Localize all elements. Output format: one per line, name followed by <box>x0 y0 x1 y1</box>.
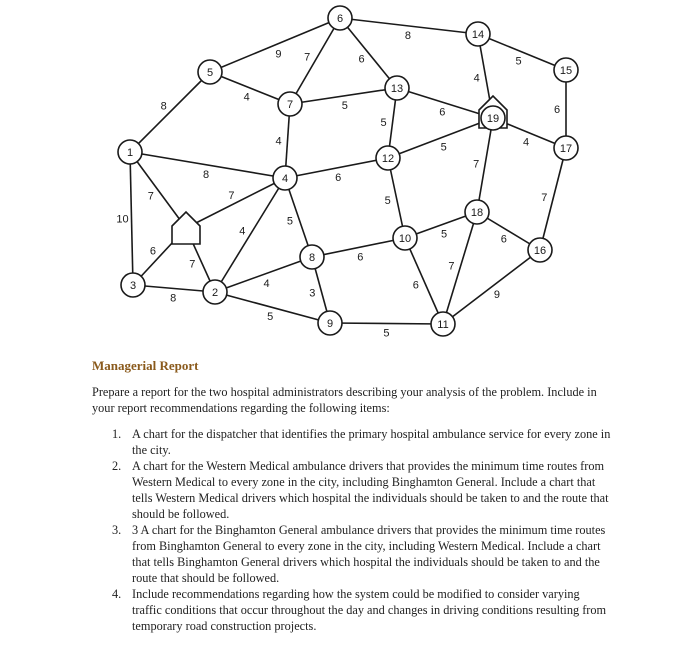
edge-weight-label: 3 <box>309 287 316 300</box>
zone-node-label: 15 <box>559 65 573 77</box>
report-title: Managerial Report <box>92 358 199 373</box>
item-number: 4. <box>112 587 122 601</box>
edge-weight-label: 10 <box>116 213 129 226</box>
zone-node-label: 17 <box>559 143 573 155</box>
edge-weight-label: 6 <box>439 106 446 119</box>
zone-node <box>431 312 455 336</box>
edge-weight-label: 4 <box>473 72 480 85</box>
zone-node-label: 16 <box>533 245 547 257</box>
edge-weight-label: 4 <box>523 136 530 149</box>
zone-node <box>328 6 352 30</box>
zone-node <box>118 140 142 164</box>
edge-weight-label: 6 <box>412 279 419 292</box>
zone-node-label: 8 <box>308 252 316 264</box>
road-edge <box>210 18 340 72</box>
zone-node <box>198 60 222 84</box>
edge-weight-label: 5 <box>440 228 448 241</box>
item-number: 1. <box>112 427 122 441</box>
edge-weight-label: 6 <box>500 233 507 246</box>
edge-weight-label: 9 <box>275 48 282 61</box>
edge-weight-label: 4 <box>263 277 270 290</box>
road-edge <box>330 323 443 324</box>
zone-node-label: 11 <box>437 319 449 331</box>
zone-node <box>121 273 145 297</box>
zone-node-label: 2 <box>211 287 219 299</box>
zone-node-label: 3 <box>129 280 137 292</box>
item-text: 3 A chart for the Binghamton General ambulance drivers that provides the minimum time routes from Binghamton General to every zone in the city, including Western Medical. Include a chart that tells Binghamton General drivers which hospital the individuals should be taken to and the route that should be followed. <box>132 523 606 585</box>
edge-weight-label: 4 <box>239 225 246 238</box>
road-edge <box>130 152 186 228</box>
road-edge <box>477 118 493 212</box>
road-edge <box>130 72 210 152</box>
zone-node-label: 18 <box>470 207 484 219</box>
edge-weight-label: 6 <box>357 251 364 264</box>
edge-weight-label: 5 <box>286 215 294 228</box>
zone-node-label: 10 <box>398 233 412 245</box>
edge-weight-label: 5 <box>384 194 391 207</box>
road-edge <box>478 34 566 70</box>
hospitals <box>172 96 507 244</box>
edge-weight-label: 7 <box>448 260 455 273</box>
zone-node <box>278 92 302 116</box>
road-edge <box>290 18 340 104</box>
zone-node <box>481 106 505 130</box>
report-intro: Prepare a report for the two hospital administrators describing your analysis of the problem. Include in your report recommendations regarding the following items: <box>92 385 597 415</box>
zone-node <box>393 226 417 250</box>
zone-node <box>376 146 400 170</box>
road-edge <box>130 152 133 285</box>
edge-weight-label: 8 <box>202 168 210 181</box>
zone-node <box>300 245 324 269</box>
edge-weight-label: 8 <box>170 292 177 305</box>
item-text: A chart for the dispatcher that identifies the primary hospital ambulance service for every zone in the city. <box>132 427 611 457</box>
road-edge <box>210 72 290 104</box>
edge-weight-label: 7 <box>147 190 154 203</box>
zone-nodes <box>118 6 578 336</box>
road-edges <box>130 18 566 324</box>
zone-node-label: 6 <box>336 13 344 25</box>
edge-weight-label: 5 <box>383 327 390 340</box>
zone-node <box>273 166 297 190</box>
zone-node-label: 9 <box>326 318 334 330</box>
edge-weight-label: 5 <box>440 141 447 154</box>
zone-node-label: 5 <box>206 67 214 79</box>
edge-weights <box>116 30 560 340</box>
edge-weight-label: 9 <box>493 289 501 302</box>
zone-node <box>466 22 490 46</box>
zone-node <box>554 58 578 82</box>
edge-weight-label: 6 <box>149 245 156 258</box>
item-number: 2. <box>112 459 122 473</box>
road-edge <box>443 250 540 324</box>
edge-weight-label: 5 <box>267 311 274 324</box>
zone-node <box>465 200 489 224</box>
western-medical-hospital-icon <box>172 212 200 244</box>
item-number: 3. <box>112 523 122 537</box>
report-items <box>92 426 612 634</box>
edge-weight-label: 7 <box>228 189 235 202</box>
edge-weight-label: 5 <box>341 99 348 112</box>
edge-weight-label: 8 <box>404 29 412 42</box>
report-item <box>112 426 612 458</box>
zone-node <box>203 280 227 304</box>
zone-node <box>385 76 409 100</box>
item-text: Include recommendations regarding how the system could be modified to consider varying traffic conditions that occur throughout the day and changes in driving conditions resulting from temporary road construction projects. <box>132 587 607 633</box>
road-edge <box>405 238 443 324</box>
zone-node <box>318 311 342 335</box>
edge-weight-label: 4 <box>243 91 250 104</box>
report-item <box>112 586 612 634</box>
report-item <box>112 522 612 586</box>
item-text: A chart for the Western Medical ambulance drivers that provides the minimum time routes from Western Medical to every zone in the city, including Binghamton General. Include a chart that tells Western Medical drivers which hospital the individuals should be taken to and the route that should be followed. <box>132 459 609 521</box>
edge-weight-label: 7 <box>189 258 196 271</box>
edge-weight-label: 6 <box>553 104 561 116</box>
zone-node-label: 14 <box>471 29 485 41</box>
managerial-report <box>92 358 612 634</box>
zone-node <box>528 238 552 262</box>
zone-node-label: 1 <box>126 147 134 159</box>
edge-weight-label: 4 <box>275 135 282 148</box>
zone-node-label: 19 <box>486 113 500 125</box>
edge-weight-label: 8 <box>160 100 167 113</box>
edge-weight-label: 7 <box>304 51 311 64</box>
road-edge <box>340 18 397 88</box>
zone-node-label: 7 <box>286 99 294 111</box>
edge-weight-label: 7 <box>541 191 548 204</box>
edge-weight-label: 6 <box>358 53 365 66</box>
edge-weight-label: 5 <box>380 116 387 129</box>
zone-node-label: 4 <box>281 173 289 185</box>
zone-node-label: 12 <box>381 153 395 165</box>
edge-weight-label: 5 <box>515 55 522 68</box>
report-item <box>112 458 612 522</box>
zone-node <box>554 136 578 160</box>
zone-node-label: 13 <box>390 83 404 95</box>
edge-weight-label: 6 <box>335 171 342 184</box>
edge-weight-label: 7 <box>473 158 480 171</box>
